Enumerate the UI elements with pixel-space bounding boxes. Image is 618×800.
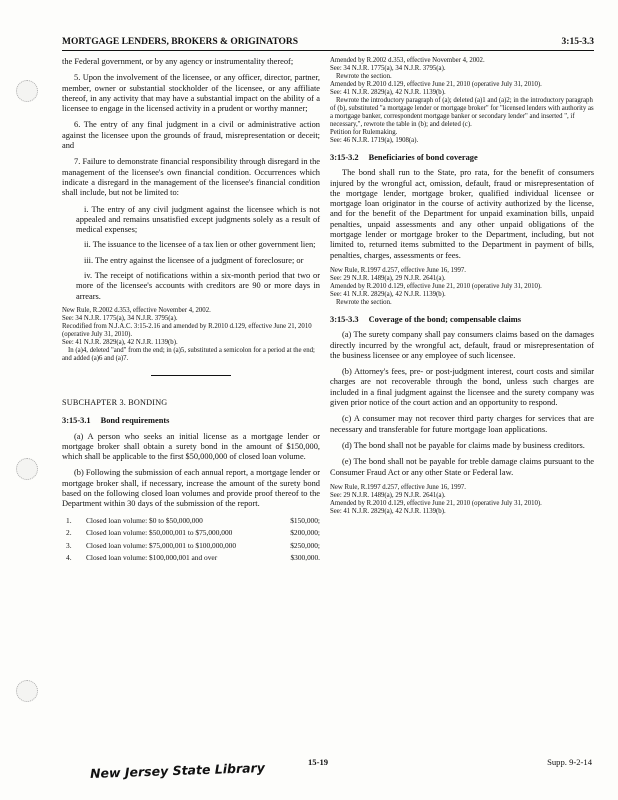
history-line: Amended by R.2010 d.129, effective June 21, 2010 (operative July 31, 2010).: [330, 499, 542, 507]
paragraph-6: 6. The entry of any final judgment in a civil or administrative action against the licensee upon the grounds of fraud, misrepresentation or deceit; and: [62, 120, 320, 151]
row-number: 2.: [66, 528, 72, 538]
row-amount: $300,000.: [290, 553, 320, 563]
history-line: Petition for Rulemaking.: [330, 129, 398, 136]
history-note: [330, 267, 594, 307]
section-number: 3:15-3.3: [330, 314, 359, 324]
supplement-date: Supp. 9-2-14: [547, 757, 592, 767]
history-annotation: Rewrote the section.: [336, 298, 392, 306]
subparagraph-iv: iv. The receipt of notifications within a six-month period that two or more of the licensee's accounts with creditors are 90 or more days in arrears.: [76, 271, 320, 301]
history-annotation: Rewrote the section.: [336, 73, 392, 80]
history-line: See: 34 N.J.R. 1775(a), 34 N.J.R. 3795(a).: [62, 314, 178, 322]
row-volume: Closed loan volume: $100,000,001 and over: [86, 553, 218, 563]
section-paragraph-d: (d) The bond shall not be payable for claims made by business creditors.: [342, 440, 585, 450]
section-number: 3:15-3.2: [330, 153, 359, 162]
section-paragraph-c: (c) A consumer may not recover third party charges for services that are necessary and transferable for future mortgage loan applications.: [330, 414, 594, 434]
header-rule: [62, 50, 594, 51]
history-line: New Rule, R.1997 d.257, effective June 16, 1997.: [330, 266, 466, 274]
history-line: New Rule, R.2002 d.353, effective November 4, 2002.: [62, 306, 211, 314]
running-header: [62, 37, 594, 49]
section-heading: [330, 153, 594, 163]
history-note: [62, 307, 320, 363]
binder-hole: [16, 80, 38, 102]
history-note: [330, 57, 594, 145]
section-number: 3:15-3.1: [62, 416, 91, 426]
subparagraph-i: i. The entry of any civil judgment against the licensee which is not appealed and remains unsatisfied except judgments solely as a result of medical expenses;: [76, 204, 320, 235]
section-title: Beneficiaries of bond coverage: [368, 153, 478, 162]
history-line: See: 41 N.J.R. 2829(a), 42 N.J.R. 1139(b).: [330, 290, 446, 298]
left-column: [62, 57, 320, 566]
row-amount: $250,000;: [290, 540, 320, 550]
history-annotation: Rewrote the introductory paragraph of (a); deleted (a)1 and (a)2; in the introductory paragraph of (b), substituted "a mortgage lender or mortgage broker" for "licensed lenders with authority as a mortgage banker, correspondent mortgage banker or secondary lender" and inserted ", if necessary,", rewrote the table in (b); and deleted (c).: [330, 97, 594, 128]
row-number: 1.: [66, 515, 72, 525]
row-amount: $200,000;: [290, 528, 320, 538]
section-title: Bond requirements: [100, 416, 170, 426]
row-number: 3.: [66, 540, 72, 550]
binder-hole: [16, 458, 38, 480]
table-row: [62, 553, 320, 563]
row-volume: Closed loan volume: $0 to $50,000,000: [86, 515, 203, 525]
bond-volume-table: [62, 516, 320, 563]
history-annotation: In (a)4, deleted "and" from the end; in (a)5, substituted a semicolon for a period at the end; and added (a)6 and (a)7.: [62, 346, 315, 362]
subparagraph-iii: iii. The entry against the licensee of a judgment of foreclosure; or: [84, 255, 304, 265]
section-body: The bond shall run to the State, pro rata, for the benefit of consumers injured by the wrongful act, omission, default, fraud or misrepresentation of the mortgage lender, mortgage broker, qualified individual licensee or mortgage loan originator in the course of activity authorized by the license, and for the benefit of the Department for unpaid examination bills, unpaid penalties, unpaid assessments and any other unpaid obligations of the mortgage lender or mortgage broker to the Department, including, but not limited to, returned items submitted to the Department in payment of bills, penalties, charges, assessments or fees.: [330, 168, 594, 260]
history-line: See: 29 N.J.R. 1489(a), 29 N.J.R. 2641(a).: [330, 274, 446, 282]
section-paragraph-a: (a) The surety company shall pay consumers claims based on the damages directly incurred by the wrongful act, default, fraud or misrepresentation of the business licensee or any employee of such licensee.: [330, 330, 594, 360]
header-section-number: 3:15-3.3: [561, 37, 594, 47]
row-number: 4.: [66, 553, 72, 563]
row-volume: Closed loan volume: $50,000,001 to $75,000,000: [86, 528, 233, 538]
paragraph-7: 7. Failure to demonstrate financial responsibility through disregard in the management of the licensee's own financial condition. Occurrences which indicate a disregard in the management of the licensee's financial condition shall include, but not be limited to:: [62, 157, 320, 198]
subchapter-heading: SUBCHAPTER 3. BONDING: [62, 397, 168, 407]
section-heading: [330, 315, 594, 325]
history-line: Amended by R.2010 d.129, effective June 21, 2010 (operative July 31, 2010).: [330, 282, 542, 290]
history-line: New Rule, R.1997 d.257, effective June 16, 1997.: [330, 483, 466, 491]
row-volume: Closed loan volume: $75,000,001 to $100,000,000: [86, 540, 237, 550]
continued-text: the Federal government, or by any agency or instrumentality thereof;: [62, 57, 294, 66]
section-heading: [62, 416, 320, 426]
history-line: See: 34 N.J.R. 1775(a), 34 N.J.R. 3795(a).: [330, 65, 446, 72]
section-title: Coverage of the bond; compensable claims: [368, 314, 521, 324]
right-column: [330, 57, 594, 524]
row-amount: $150,000;: [290, 515, 320, 525]
library-logo: New Jersey State Library: [89, 759, 266, 782]
table-row: [62, 528, 320, 538]
history-line: See: 41 N.J.R. 2829(a), 42 N.J.R. 1139(b).: [330, 507, 446, 515]
section-paragraph-b: (b) Attorney's fees, pre- or post-judgment interest, court costs and similar charges are not recoverable through the bond, unless such charges are included in a final judgment against the licensee and the surety company was given prior notice of the court action and an opportunity to respond.: [330, 367, 594, 408]
history-note: [330, 484, 594, 516]
history-line: Amended by R.2002 d.353, effective November 4, 2002.: [330, 57, 485, 64]
section-paragraph-a: (a) A person who seeks an initial license as a mortgage lender or mortgage broker shall obtain a surety bond in the amount of $150,000, which shall be applicable to the first $50,000,000 of closed loan volume.: [62, 431, 320, 462]
history-line: See: 29 N.J.R. 1489(a), 29 N.J.R. 2641(a).: [330, 491, 446, 499]
page-number: 15-19: [308, 757, 329, 767]
history-line: See: 41 N.J.R. 2829(a), 42 N.J.R. 1139(b).: [330, 89, 446, 96]
table-row: [62, 541, 320, 551]
paragraph-5: 5. Upon the involvement of the licensee, or any officer, director, partner, member, owner or substantial stockholder of the licensee, or any affiliate thereof, in any activity that may have a substantial impact on the ability of a licensee to engage in the licensed activity in a prudent or worthy manner;: [62, 73, 320, 114]
history-line: Amended by R.2010 d.129, effective June 21, 2010 (operative July 31, 2010).: [330, 81, 542, 88]
history-line: See: 41 N.J.R. 2829(a), 42 N.J.R. 1139(b).: [62, 338, 178, 346]
history-line: Recodified from N.J.A.C. 3:15-2.16 and amended by R.2010 d.129, effective June 21, 2010 (operative July 31, 2010).: [62, 322, 312, 338]
section-paragraph-b: (b) Following the submission of each annual report, a mortgage lender or mortgage broker shall, if necessary, increase the amount of the surety bond based on the following closed loan volumes and provide proof thereof to the Department within 30 days of the submission of the report.: [62, 468, 320, 509]
header-title: MORTGAGE LENDERS, BROKERS & ORIGINATORS: [62, 37, 299, 47]
history-line: See: 46 N.J.R. 1719(a), 1908(a).: [330, 137, 419, 144]
subparagraph-ii: ii. The issuance to the licensee of a tax lien or other government lien;: [84, 240, 316, 250]
section-paragraph-e: (e) The bond shall not be payable for treble damage claims pursuant to the Consumer Fraud Act or any other State or Federal law.: [330, 457, 594, 477]
section-divider: [151, 375, 231, 376]
binder-hole: [16, 680, 38, 702]
table-row: [62, 516, 320, 526]
